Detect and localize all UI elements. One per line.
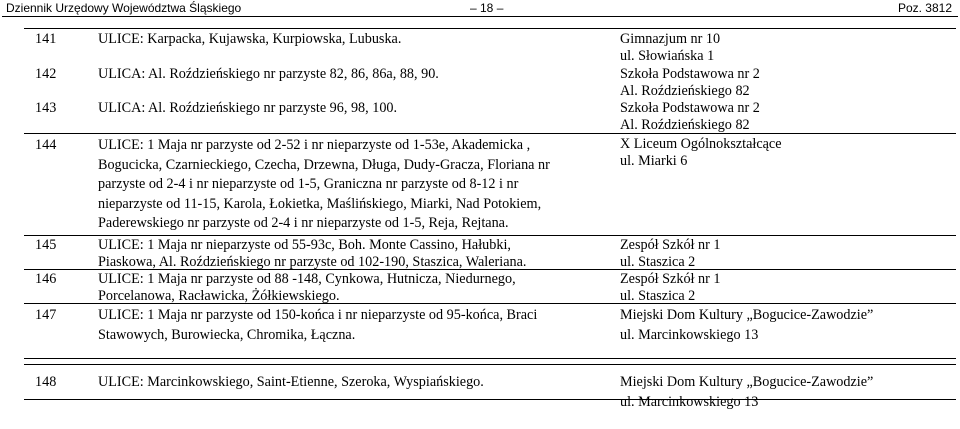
table-rule — [24, 358, 956, 359]
street-list — [98, 271, 598, 306]
street-list — [98, 373, 598, 393]
row-number: 146 — [35, 271, 57, 287]
school-name: Gimnazjum nr 10 — [620, 31, 721, 47]
street-line: ULICE: 1 Maja nr parzyste od 88 -148, Cynkowa, Hutnicza, Niedurnego, — [98, 271, 516, 287]
street-list — [98, 100, 598, 117]
row-number: 147 — [35, 307, 57, 323]
street-list — [98, 306, 598, 345]
street-line: nieparzyste od 11-15, Karola, Łokietka, Maślińskiego, Miarki, Nad Potokiem, — [98, 195, 542, 212]
row-number: 141 — [35, 31, 57, 47]
street-list — [98, 237, 598, 272]
street-line: Piaskowa, Al. Roździeńskiego nr parzyste od 102-190, Staszica, Waleriana. — [98, 254, 527, 271]
school-cell — [620, 66, 950, 101]
school-address: ul. Staszica 2 — [620, 288, 696, 305]
row-number: 143 — [35, 100, 57, 116]
table-rule — [24, 364, 956, 365]
school-name: Miejski Dom Kultury „Bogucice-Zawodzie” — [620, 374, 874, 390]
street-list — [98, 31, 598, 48]
school-name: Szkoła Podstawowa nr 2 — [620, 66, 760, 82]
street-line: Paderewskiego nr parzyste od 2-4 i nr nieparzyste od 1-5, Reja, Rejtana. — [98, 215, 509, 232]
row-number: 145 — [35, 237, 57, 253]
school-cell — [620, 373, 950, 412]
school-address: ul. Marcinkowskiego 13 — [620, 326, 759, 343]
school-cell — [620, 100, 950, 135]
row-number: 142 — [35, 66, 57, 82]
school-address: ul. Słowiańska 1 — [620, 48, 715, 65]
school-name: Szkoła Podstawowa nr 2 — [620, 100, 760, 116]
street-line: Stawowych, Burowiecka, Chromika, Łączna. — [98, 326, 356, 343]
school-cell — [620, 237, 950, 272]
header-rule — [2, 16, 958, 17]
street-line: parzyste od 2-4 i nr nieparzyste od 1-5, Graniczna nr parzyste od 8-12 i nr — [98, 176, 519, 193]
table-rule — [24, 235, 956, 236]
school-address: Al. Roździeńskiego 82 — [620, 117, 750, 134]
row-number: 144 — [35, 137, 57, 153]
street-line: ULICE: Marcinkowskiego, Saint-Etienne, Szeroka, Wyspiańskiego. — [98, 374, 484, 390]
school-cell — [620, 271, 950, 306]
school-address: Al. Roździeńskiego 82 — [620, 83, 750, 100]
school-name: Miejski Dom Kultury „Bogucice-Zawodzie” — [620, 307, 874, 323]
street-line: ULICE: 1 Maja nr parzyste od 150-końca i nr nieparzyste od 95-końca, Braci — [98, 307, 538, 323]
position-number: Poz. 3812 — [897, 1, 952, 15]
school-name: X Liceum Ogólnokształcące — [620, 136, 782, 152]
school-name: Zespół Szkół nr 1 — [620, 237, 721, 253]
street-list — [98, 136, 598, 234]
school-address: ul. Staszica 2 — [620, 254, 696, 271]
school-address: ul. Miarki 6 — [620, 153, 688, 170]
journal-title: Dziennik Urzędowy Województwa Śląskiego — [6, 1, 242, 15]
street-line: Porcelanowa, Racławicka, Żółkiewskiego. — [98, 288, 340, 305]
table-rule — [24, 28, 956, 29]
street-line: ULICA: Al. Roździeńskiego nr parzyste 96, 98, 100. — [98, 100, 398, 116]
street-line: Bogucicka, Czarnieckiego, Czecha, Drzewna, Długa, Dudy-Gracza, Floriana nr — [98, 156, 550, 173]
street-list — [98, 66, 598, 83]
school-address: ul. Marcinkowskiego 13 — [620, 393, 759, 410]
page-header — [0, 0, 960, 15]
street-line: ULICE: Karpacka, Kujawska, Kurpiowska, Lubuska. — [98, 31, 402, 47]
school-cell — [620, 31, 950, 66]
school-cell — [620, 136, 950, 171]
school-name: Zespół Szkół nr 1 — [620, 271, 721, 287]
street-line: ULICA: Al. Roździeńskiego nr parzyste 82, 86, 86a, 88, 90. — [98, 66, 439, 82]
row-number: 148 — [35, 374, 57, 390]
street-line: ULICE: 1 Maja nr nieparzyste od 55-93c, Boh. Monte Cassino, Hałubki, — [98, 237, 511, 253]
street-line: ULICE: 1 Maja nr parzyste od 2-52 i nr nieparzyste od 1-53e, Akademicka , — [98, 137, 531, 153]
page-number: – 18 – — [470, 1, 504, 15]
school-cell — [620, 306, 950, 345]
